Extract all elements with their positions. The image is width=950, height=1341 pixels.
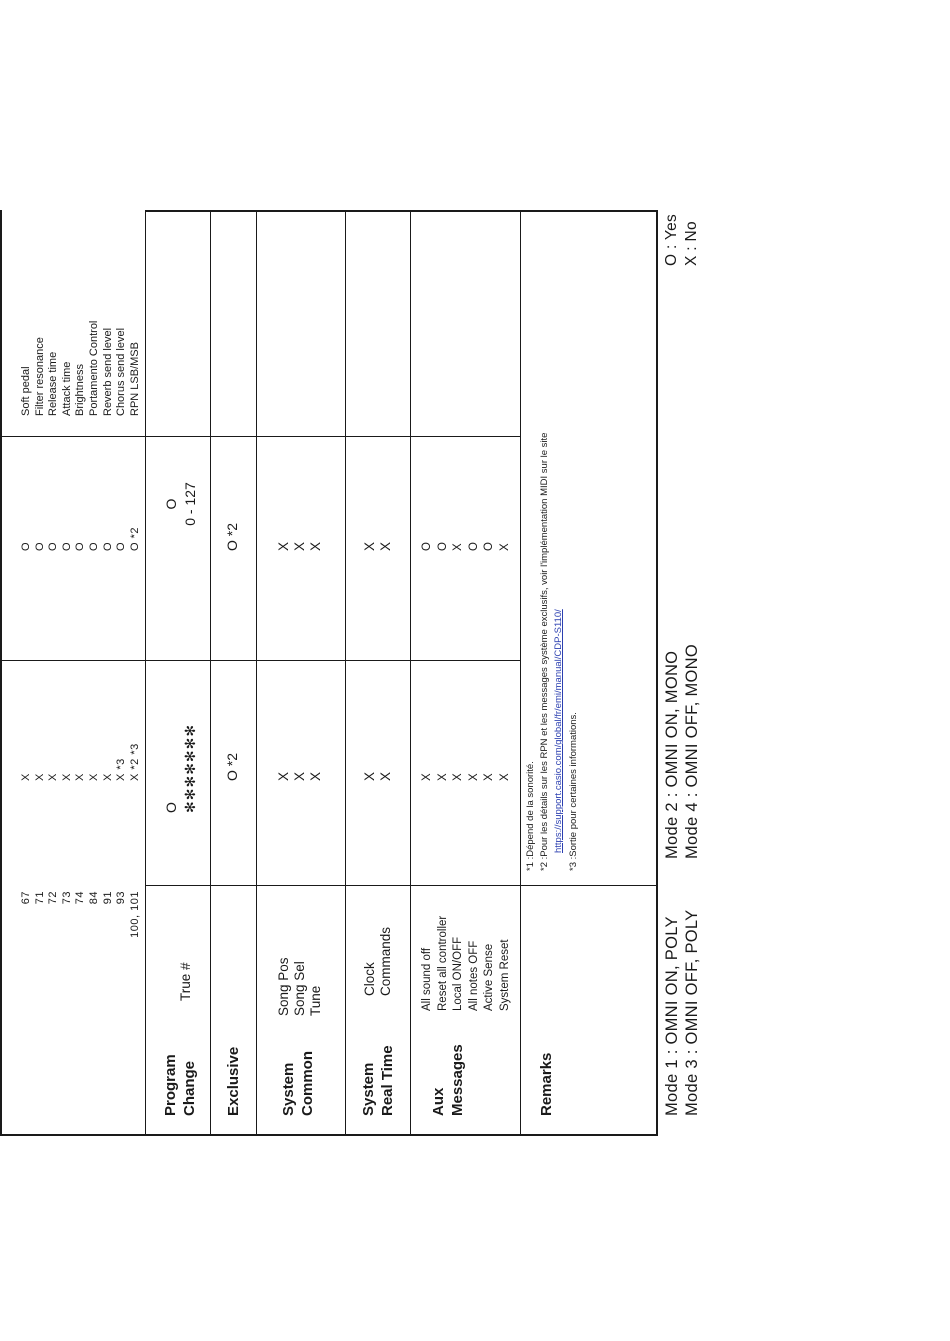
column-divider-recognized	[0, 436, 521, 437]
control-number: 100, 101	[128, 891, 141, 938]
control-recognized: O	[20, 541, 32, 551]
control-number: 91	[101, 891, 114, 905]
exclusive-transmitted: O *2	[224, 752, 240, 781]
aux-message-item: System Reset	[498, 939, 511, 1011]
control-number: 67	[20, 891, 32, 905]
aux-message-item: Active Sense	[483, 943, 495, 1011]
control-remark: Chorus send level	[115, 327, 128, 416]
remark-note-1: *1 :Dépend de la sonorité.	[525, 761, 536, 871]
table-right-border	[145, 210, 658, 212]
control-remark: Soft pedal	[20, 366, 32, 416]
control-remark: Attack time	[60, 361, 73, 416]
system-realtime-recognized: X X	[362, 541, 393, 551]
system-common-item: Tune	[308, 985, 323, 1016]
remark-note-3: *3 :Sortie pour certaines informations.	[567, 712, 579, 871]
mode-list-left	[662, 816, 702, 1116]
remark-link[interactable]: https://support.casio.com/global/fr/emi/manual/CDP-S110/	[553, 609, 565, 853]
control-transmitted: X	[101, 773, 114, 781]
aux-message-item: Reset all controller	[436, 915, 449, 1011]
mode-list-right	[662, 559, 702, 859]
control-number: 72	[47, 891, 60, 905]
control-number: 84	[87, 891, 100, 905]
mode-4: Mode 4 : OMNI OFF, MONO	[683, 643, 701, 859]
system-realtime-label: System Real Time	[360, 1045, 396, 1116]
divider-remarks	[520, 210, 521, 1136]
remarks-label: Remarks	[538, 1052, 555, 1116]
mode-3: Mode 3 : OMNI OFF, POLY	[683, 909, 701, 1116]
aux-messages-items	[420, 886, 513, 1011]
divider-program-change	[145, 210, 146, 1136]
legend-yes: O : Yes	[663, 213, 680, 266]
control-recognized-list	[20, 451, 142, 551]
remark-note-2: *2 :Pour les détails sur les RPN et les messages système exclusifs, voir l'implémentation MIDI sur le site	[539, 432, 551, 871]
legend	[662, 196, 702, 266]
control-remark: Filter resonance	[33, 337, 46, 416]
control-number: 73	[60, 891, 73, 905]
control-recognized: O *2	[128, 526, 141, 551]
exclusive-label: Exclusive	[225, 1046, 242, 1116]
control-remarks-list	[20, 216, 142, 416]
control-recognized: O	[74, 541, 87, 551]
system-realtime-item: Commands	[378, 926, 393, 996]
system-common-items	[276, 896, 324, 1016]
divider-exclusive	[210, 210, 211, 1136]
control-transmitted: X *3	[115, 758, 128, 781]
control-remark: Brightness	[74, 364, 87, 416]
system-common-item: Song Sel	[292, 961, 307, 1016]
system-realtime-items	[362, 896, 394, 996]
table-top-border	[0, 210, 2, 1136]
aux-messages-recognized: O O X O O X	[421, 542, 511, 551]
program-change-transmitted: O ✻✻✻✻✻✻✻	[163, 723, 198, 813]
system-common-item: Song Pos	[276, 957, 291, 1016]
exclusive-recognized: O *2	[224, 522, 240, 551]
divider-aux-messages	[410, 210, 411, 1136]
aux-messages-label: Aux Messages	[430, 1044, 466, 1116]
remarks-notes	[524, 216, 581, 871]
control-number: 93	[115, 891, 128, 905]
control-transmitted: X	[60, 773, 73, 781]
mode-2: Mode 2 : OMNI ON, MONO	[663, 650, 681, 859]
column-divider-label	[145, 885, 658, 886]
control-remark: Release time	[47, 351, 60, 416]
control-number: 74	[74, 891, 87, 905]
aux-messages-transmitted: X X X X X X	[421, 773, 511, 781]
control-remark: Portamento Control	[87, 320, 100, 416]
mode-1: Mode 1 : OMNI ON, POLY	[663, 916, 681, 1116]
system-common-recognized: X X X	[276, 541, 323, 551]
control-remark: Reverb send level	[101, 327, 114, 416]
program-change-recognized: O 0 - 127	[163, 482, 198, 526]
control-number: 71	[33, 891, 46, 905]
system-common-label: System Common	[280, 1051, 316, 1116]
control-recognized: O	[33, 541, 46, 551]
control-transmitted: X	[87, 773, 100, 781]
divider-system-realtime	[345, 210, 346, 1136]
table-bottom-border	[656, 210, 658, 1136]
system-realtime-transmitted: X X	[362, 771, 393, 781]
program-change-label: Program Change	[162, 1054, 198, 1116]
system-realtime-item: Clock	[362, 962, 377, 996]
control-recognized: O	[60, 541, 73, 551]
control-transmitted: X	[33, 773, 46, 781]
control-transmitted-list	[20, 671, 142, 781]
control-transmitted: X	[74, 773, 87, 781]
program-change-true-label: True #	[178, 962, 193, 1001]
aux-message-item: All sound off	[421, 947, 433, 1011]
system-common-transmitted: X X X	[276, 771, 323, 781]
table-left-border	[0, 1134, 658, 1136]
control-number-list	[20, 891, 142, 961]
control-recognized: O	[101, 541, 114, 551]
control-remark: RPN LSB/MSB	[128, 342, 141, 416]
divider-system-common	[256, 210, 257, 1136]
column-divider-transmitted	[0, 660, 521, 661]
control-transmitted: X	[47, 773, 60, 781]
aux-message-item: Local ON/OFF	[452, 936, 464, 1011]
aux-message-item: All notes OFF	[467, 940, 480, 1011]
control-transmitted: X *2 *3	[128, 743, 141, 781]
control-transmitted: X	[20, 773, 32, 781]
legend-no: X : No	[683, 221, 700, 266]
control-recognized: O	[115, 541, 128, 551]
control-recognized: O	[87, 541, 100, 551]
control-recognized: O	[47, 541, 60, 551]
